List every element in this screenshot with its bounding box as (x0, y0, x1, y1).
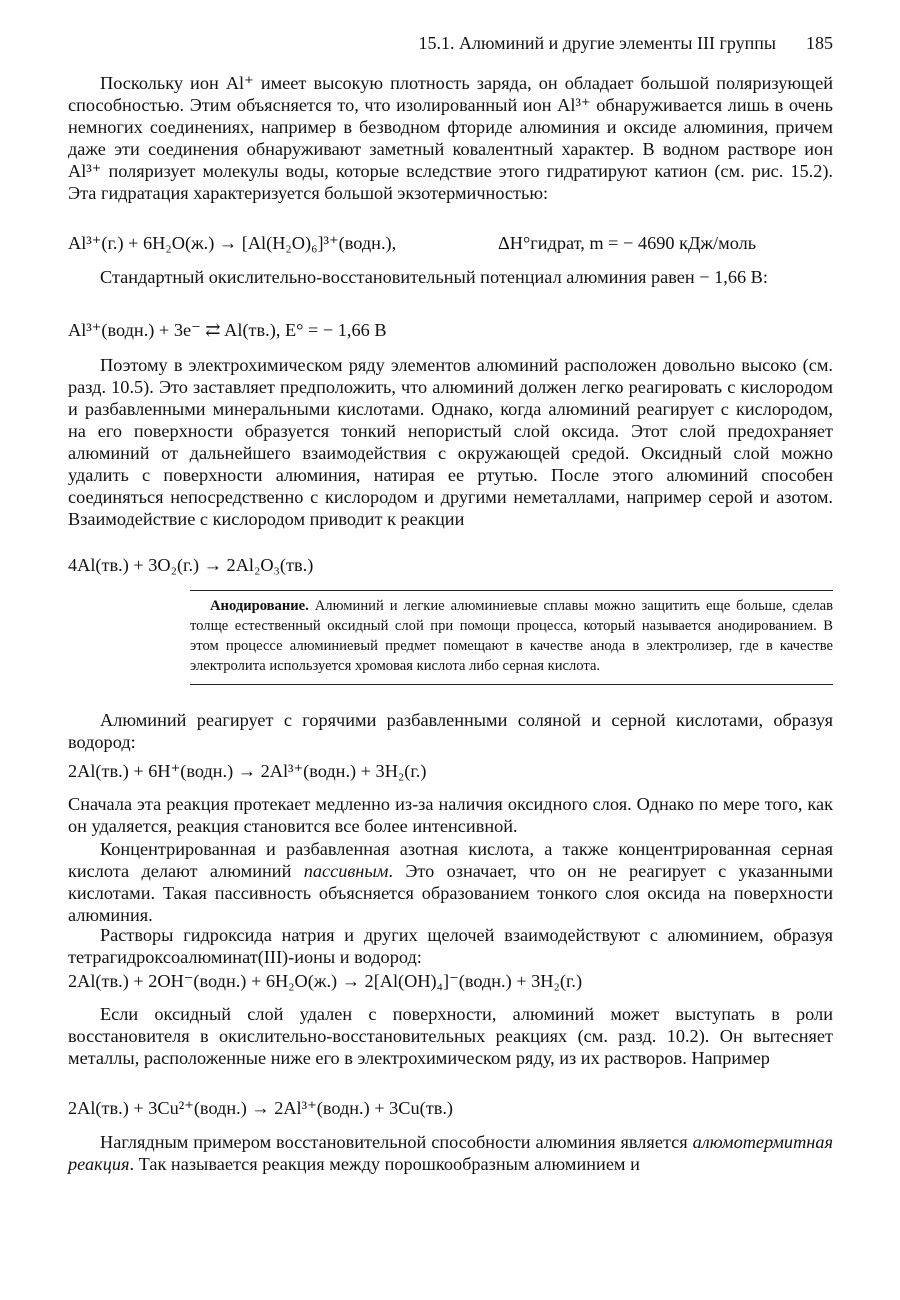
paragraph-text: Стандартный окислительно-восстановительный потенциал алюминия равен − 1,66 В: (100, 267, 768, 287)
equation-alkali-text: 2Al(тв.) + 2OH⁻(водн.) + 6H₂O(ж.) → 2[Al(OH)₄]⁻(водн.) + 3H₂(г.) (68, 971, 583, 991)
equation-oxidation-text: 4Al(тв.) + 3O₂(г.) → 2Al₂O₃(тв.) (68, 555, 314, 575)
term-passive: пассивным (303, 861, 389, 881)
paragraph-text (68, 838, 833, 926)
equation-copper-text: 2Al(тв.) + 3Cu²⁺(водн.) → 2Al³⁺(водн.) + 3Cu(тв.) (68, 1098, 454, 1118)
equation-hydration-reaction: Al³⁺(г.) + 6H₂O(ж.) → [Al(H₂O)₆]³⁺(водн.), (68, 233, 397, 253)
paragraph-text: Поэтому в электрохимическом ряду элементов алюминий расположен довольно высоко (см. разд. 10.5). Это заставляет предположить, что алюминий должен легко реагировать с кислородом и разбавленными минеральными кислотами. Однако, когда алюминий реагирует с кислородом, на его поверхности образуется тонкий непористый слой оксида. Этот слой предохраняет алюминий от дальнейшего взаимодействия с окружающей средой. Оксидный слой можно удалить с поверхности алюминия, натирая ее ртутью. После этого алюминий способен соединяться непосредственно с кислородом и другими неметаллами, например серой и азотом. Взаимодействие с кислородом приводит к реакции (68, 355, 833, 529)
equation-acid-text: 2Al(тв.) + 6H⁺(водн.) → 2Al³⁺(водн.) + 3H₂(г.) (68, 761, 427, 781)
note-title: Анодирование. (210, 598, 309, 614)
paragraph-6 (68, 838, 833, 926)
paragraph-3 (68, 354, 833, 530)
paragraph-8 (68, 1003, 833, 1069)
paragraph-text: Если оксидный слой удален с поверхности, алюминий может выступать в роли восстановителя в окислительно-восстановительных реакциях (см. разд. 10.2). Он вытесняет металлы, расположенные ниже его в электрохимическом ряду, из их растворов. Например (68, 1004, 833, 1068)
paragraph-2 (68, 266, 833, 288)
paragraph-9-end: . Так называется реакция между порошкообразным алюминием и (129, 1154, 640, 1174)
section-title: 15.1. Алюминий и другие элементы III группы (418, 33, 776, 53)
equation-hydration (68, 232, 833, 254)
paragraph-text (68, 1131, 833, 1175)
equation-alkali (68, 970, 833, 992)
paragraph-9 (68, 1131, 833, 1175)
paragraph-5 (68, 793, 833, 837)
equation-copper (68, 1097, 833, 1119)
paragraph-7 (68, 924, 833, 968)
running-header (0, 33, 833, 54)
term-aluminothermic: алюмотермитная реакция (68, 1132, 833, 1174)
paragraph-9-start: Наглядным примером восстановительной способности алюминия является (100, 1132, 693, 1152)
equation-acid (68, 760, 833, 782)
page-number: 185 (806, 33, 833, 53)
paragraph-6-start: Концентрированная и разбавленная азотная кислота, а также концентрированная серная кислота делают алюминий (68, 839, 833, 881)
equation-oxidation (68, 554, 833, 576)
note-body: Алюминий и легкие алюминиевые сплавы можно защитить еще больше, сделав толще естественный оксидный слой при помощи процесса, который называется анодированием. В этом процессе алюминиевый предмет помещают в качестве анода в электролизер, где в качестве электролита используется хромовая кислота либо серная кислота. (190, 598, 833, 674)
equation-hydration-enthalpy: ΔH°гидрат, m = − 4690 кДж/моль (498, 233, 757, 253)
paragraph-text: Поскольку ион Al⁺ имеет высокую плотность заряда, он обладает большой поляризующей способностью. Этим объясняется то, что изолированный ион Al³⁺ обнаруживается лишь в очень немногих соединениях, например в безводном фториде алюминия и оксиде алюминия, причем даже эти соединения обнаруживают заметный ковалентный характер. В водном растворе ион Al³⁺ поляризует молекулы воды, которые вследствие этого гидратируют катион (см. рис. 15.2). Эта гидратация характеризуется большой экзотермичностью: (68, 73, 833, 203)
paragraph-text: Сначала эта реакция протекает медленно из-за наличия оксидного слоя. Однако по мере того, как он удаляется, реакция становится все более интенсивной. (68, 794, 833, 836)
paragraph-1 (68, 72, 833, 204)
paragraph-text: Растворы гидроксида натрия и других щелочей взаимодействуют с алюминием, образуя тетрагидроксоалюминат(III)-ионы и водород: (68, 925, 833, 967)
paragraph-6-end: . Это означает, что он не реагирует с указанными кислотами. Такая пассивность объясняется образованием тонкого слоя оксида на поверхности алюминия. (68, 861, 833, 925)
equation-potential (68, 319, 833, 341)
equation-potential-text: Al³⁺(водн.) + 3e⁻ ⇄ Al(тв.), E° = − 1,66 В (68, 320, 387, 340)
paragraph-text: Алюминий реагирует с горячими разбавленными соляной и серной кислотами, образуя водород: (68, 710, 833, 752)
note-box (190, 590, 833, 685)
note-text (190, 596, 833, 676)
paragraph-4 (68, 709, 833, 753)
